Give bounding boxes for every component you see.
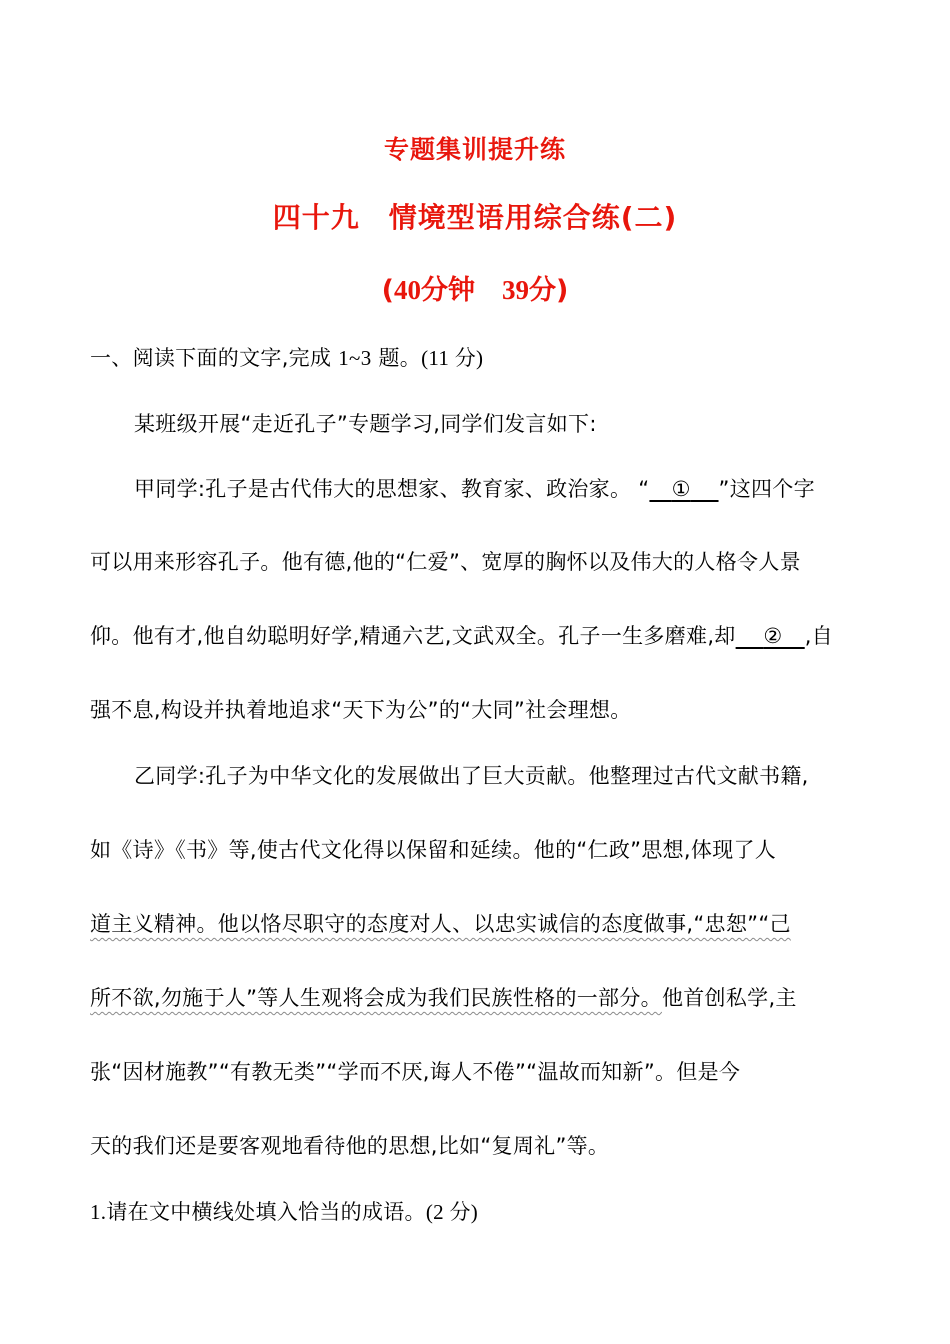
paragraph-jia-line-3: [90, 620, 833, 650]
yi-line-4-text: 他首创私学,主: [661, 986, 797, 1010]
section-heading: [90, 342, 483, 372]
section-heading-suffix: 题。: [371, 346, 422, 370]
time-open: (: [381, 275, 394, 306]
paragraph-yi-line-3: [90, 908, 791, 938]
yi-line-4-wavy-text: 所不欲,勿施于人”等人生观将会成为我们民族性格的一部分。: [90, 986, 662, 1010]
yi-line-3-wavy-text: 道主义精神。他以恪尽职守的态度对人、以忠实诚信的态度做事,“忠恕”“己: [90, 912, 791, 936]
jia-line-3-text: 仰。他有才,他自幼聪明好学,精通六艺,文武双全。孔子一生多磨难,却: [90, 624, 736, 648]
time-minutes: 40: [394, 275, 421, 305]
page-subtitle: 四十九 情境型语用综合练(二): [272, 201, 678, 234]
jia-line-3-end: ,自: [804, 624, 833, 648]
paragraph-yi-line-2: 如《诗》《书》等,使古代文化得以保留和延续。他的“仁政”思想,体现了人: [90, 838, 777, 862]
total-score: 39: [502, 275, 529, 305]
section-score: (11 分): [421, 346, 484, 370]
passage-intro: 某班级开展“走近孔子”专题学习,同学们发言如下:: [134, 412, 597, 436]
paragraph-jia-line-2: 可以用来形容孔子。他有德,他的“仁爱”、宽厚的胸怀以及伟大的人格令人景: [90, 550, 801, 574]
time-gap: [475, 275, 502, 306]
paragraph-jia-line-4: 强不息,构设并执着地追求“天下为公”的“大同”社会理想。: [90, 698, 632, 722]
paragraph-yi-line-4: [90, 982, 797, 1012]
section-heading-text: 一、阅读下面的文字,完成: [90, 346, 339, 370]
question-1: [90, 1196, 478, 1226]
paragraph-yi-line-6: 天的我们还是要客观地看待他的思想,比如“复周礼”等。: [90, 1134, 610, 1158]
question-number: 1.: [90, 1200, 107, 1224]
jia-line-1-text: 甲同学:孔子是古代伟大的思想家、教育家、政治家。 “: [134, 477, 650, 501]
paragraph-jia-line-1: [134, 473, 815, 503]
fill-blank-2[interactable]: [736, 624, 805, 649]
fill-blank-1[interactable]: [649, 477, 718, 502]
time-minutes-unit: 分钟: [421, 275, 475, 306]
total-score-unit: 分): [529, 275, 569, 306]
paragraph-yi-line-1: 乙同学:孔子为中华文化的发展做出了巨大贡献。他整理过古代文献书籍,: [134, 764, 809, 788]
blank-1-marker: ①: [671, 477, 691, 501]
page-title: 专题集训提升练: [383, 135, 566, 164]
jia-line-1-end: ”这四个字: [718, 477, 815, 501]
time-score-line: [0, 268, 950, 307]
question-score: (2 分): [425, 1200, 479, 1224]
section-question-range: 1~3: [338, 346, 372, 370]
paragraph-yi-line-5: 张“因材施教”“有教无类”“学而不厌,诲人不倦”“温故而知新”。但是今: [90, 1060, 741, 1084]
question-text: 请在文中横线处填入恰当的成语。: [106, 1200, 426, 1224]
blank-2-marker: ②: [763, 624, 783, 648]
